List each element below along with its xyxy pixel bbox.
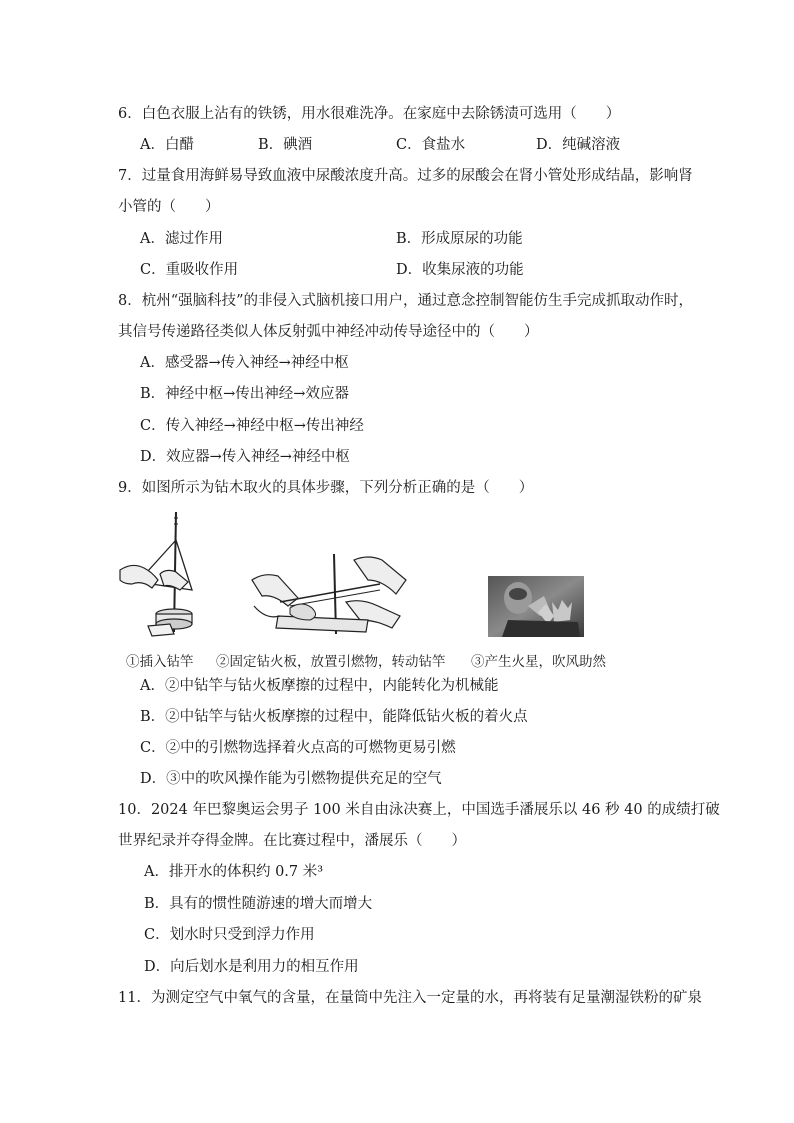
q8-option-d: D．效应器→传入神经→神经中枢 [140, 449, 350, 465]
q10-option-d: D．向后划水是利用力的相互作用 [144, 959, 359, 975]
q8-stem-line1: 8．杭州“强脑科技”的非侵入式脑机接口用户，通过意念控制智能仿生手完成抓取动作时， [118, 293, 694, 309]
q6-stem: 6．白色衣服上沾有的铁锈，用水很难洗净。在家庭中去除锈渍可选用（ ） [118, 106, 621, 122]
q8-stem-line2: 其信号传递路径类似人体反射弧中神经冲动传导途径中的（ ） [118, 324, 539, 340]
q7-option-a: A．滤过作用 [140, 231, 223, 247]
q8-option-b: B．神经中枢→传出神经→效应器 [140, 386, 349, 402]
q11-stem-line1: 11．为测定空气中氧气的含量，在量筒中先注入一定量的水，再将装有足量潮湿铁粉的矿泉 [118, 990, 702, 1006]
q10-option-a: A．排开水的体积约 0.7 米³ [144, 864, 324, 880]
q9-option-b: B．②中钻竿与钻火板摩擦的过程中，能降低钻火板的着火点 [140, 709, 528, 725]
q10-option-c: C．划水时只受到浮力作用 [144, 927, 315, 943]
q6-option-d: D．纯碱溶液 [536, 137, 621, 153]
q9-option-a: A．②中钻竿与钻火板摩擦的过程中，内能转化为机械能 [140, 678, 499, 694]
q7-stem-line2: 小管的（ ） [118, 199, 220, 215]
q10-stem-line1: 10．2024 年巴黎奥运会男子 100 米自由泳决赛上，中国选手潘展乐以 46 秒 40 的成绩打破 [118, 802, 720, 818]
q6-option-b: B．碘酒 [258, 137, 313, 153]
q7-option-d: D．收集尿液的功能 [396, 262, 524, 278]
q9-option-c: C．②中的引燃物选择着火点高的可燃物更易引燃 [140, 740, 456, 756]
q6-option-a: A．白醋 [140, 137, 194, 153]
q8-option-c: C．传入神经→神经中枢→传出神经 [140, 418, 364, 434]
figure-caption-2: ②固定钻火板，放置引燃物，转动钻竿 [216, 654, 446, 670]
q10-stem-line2: 世界纪录并夺得金牌。在比赛过程中，潘展乐（ ） [118, 833, 466, 849]
figure-caption-1: ①插入钻竿 [126, 654, 194, 670]
q7-option-b: B．形成原尿的功能 [396, 231, 523, 247]
figure-blow-spark-photo [488, 576, 584, 637]
q7-stem-line1: 7．过量食用海鲜易导致血液中尿酸浓度升高。过多的尿酸会在肾小管处形成结晶，影响肾 [118, 168, 693, 184]
q10-option-b: B．具有的惯性随游速的增大而增大 [144, 896, 373, 912]
q9-option-d: D．③中的吹风操作能为引燃物提供充足的空气 [140, 771, 442, 787]
q8-option-a: A．感受器→传入神经→神经中枢 [140, 355, 349, 371]
figure-rotate-drill-rod [250, 550, 410, 642]
q7-option-c: C．重吸收作用 [140, 262, 239, 278]
q9-stem: 9．如图所示为钻木取火的具体步骤，下列分析正确的是（ ） [118, 480, 534, 496]
figure-insert-drill-rod [118, 510, 200, 640]
figure-caption-3: ③产生火星，吹风助然 [471, 654, 606, 670]
q6-option-c: C．食盐水 [396, 137, 466, 153]
